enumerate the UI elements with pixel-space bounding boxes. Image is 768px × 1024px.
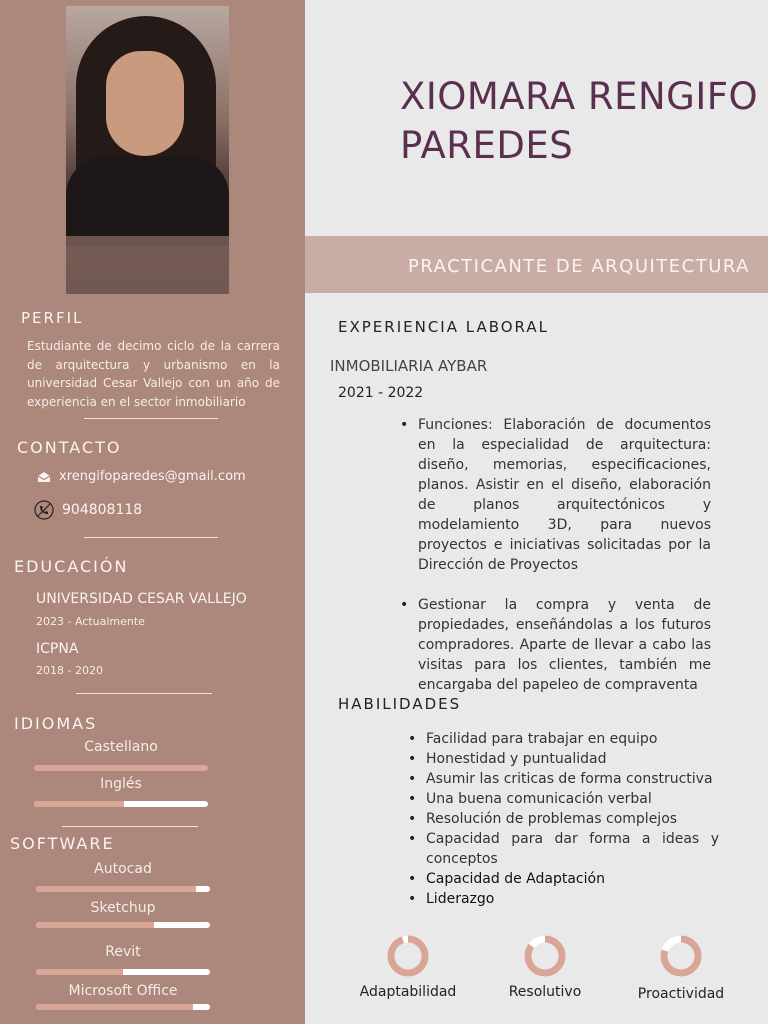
habilidades-title: HABILIDADES [338, 695, 462, 713]
software-label-2: Sketchup [90, 900, 156, 916]
educacion-title: EDUCACIÓN [14, 557, 129, 576]
list-item: • Gestionar la compra y venta de propiedades, enseñándolas a los futuros compradores. Aparte de llevar a cabo las visitas para los clientes, también me encargaba del papeleo de compraventa [400, 595, 711, 695]
divider [76, 693, 212, 694]
company-name: INMOBILIARIA AYBAR [330, 357, 488, 375]
list-item: • Funciones: Elaboración de documentos en la especialidad de arquitectura: diseño, memorias, especificaciones, planos. Asistir en el diseño, elaboración de planos arquitectónicos y modelamiento 3D, para nuevos proyectos e iniciativas solicitadas por la Dirección de Proyectos [400, 415, 711, 575]
phone-icon [34, 500, 54, 520]
edu-years-1: 2023 - Actualmente [36, 615, 145, 628]
role-title: PRACTICANTE DE ARQUITECTURA [407, 256, 750, 277]
list-item: • Resolución de problemas complejos [408, 809, 719, 829]
idiomas-title: IDIOMAS [14, 714, 98, 733]
role-band [305, 236, 768, 293]
ring-label-adaptabilidad: Adaptabilidad [359, 984, 457, 1000]
name-line-2: PAREDES [400, 124, 574, 167]
software-label-4: Microsoft Office [68, 983, 178, 999]
ring-resolutivo [523, 934, 567, 978]
list-item: • Una buena comunicación verbal [408, 789, 719, 809]
phone-text[interactable]: 904808118 [62, 502, 143, 518]
edu-school-2: ICPNA [36, 641, 79, 657]
list-item: • Asumir las criticas de forma constructiva [408, 769, 719, 789]
perfil-title: PERFIL [21, 309, 84, 327]
sidebar [0, 0, 305, 1024]
software-bar-3 [36, 969, 210, 975]
divider [62, 826, 198, 827]
perfil-text: Estudiante de decimo ciclo de la carrera de arquitectura y urbanismo en la universidad Cesar Vallejo con un año de experiencia en el sector inmobiliario [27, 339, 280, 409]
edu-years-2: 2018 - 2020 [36, 664, 103, 677]
list-item: • Capacidad de Adaptación [408, 869, 719, 889]
email-row[interactable] [37, 469, 246, 484]
mail-icon [37, 471, 51, 483]
skills-list [408, 729, 719, 909]
divider [84, 537, 218, 538]
software-bar-2 [36, 922, 210, 928]
idioma-label-1: Castellano [84, 739, 158, 755]
list-item: • Liderazgo [408, 889, 719, 909]
list-item: • Facilidad para trabajar en equipo [408, 729, 719, 749]
software-title: SOFTWARE [10, 834, 115, 853]
ring-proactividad [659, 934, 703, 978]
phone-row[interactable] [34, 500, 142, 520]
experiencia-title: EXPERIENCIA LABORAL [338, 318, 549, 336]
idioma-bar-1 [34, 765, 208, 771]
name-line-1: XIOMARA RENGIFO [400, 75, 759, 118]
idioma-label-2: Inglés [100, 776, 142, 792]
ring-adaptabilidad [386, 934, 430, 978]
software-bar-1 [36, 886, 210, 892]
experience-list [400, 415, 711, 695]
software-bar-4 [36, 1004, 210, 1010]
full-name [400, 72, 758, 170]
software-label-1: Autocad [94, 861, 152, 877]
edu-school-1: UNIVERSIDAD CESAR VALLEJO [36, 591, 247, 607]
profile-photo [66, 6, 229, 294]
software-label-3: Revit [105, 944, 141, 960]
experience-period: 2021 - 2022 [338, 385, 424, 401]
ring-label-proactividad: Proactividad [637, 986, 725, 1002]
divider [84, 418, 218, 419]
list-item: • Capacidad para dar forma a ideas y conceptos [408, 829, 719, 869]
idioma-bar-2 [34, 801, 208, 807]
ring-label-resolutivo: Resolutivo [508, 984, 582, 1000]
list-item: • Honestidad y puntualidad [408, 749, 719, 769]
email-text[interactable]: xrengifoparedes@gmail.com [59, 469, 246, 484]
contacto-title: CONTACTO [17, 438, 122, 457]
